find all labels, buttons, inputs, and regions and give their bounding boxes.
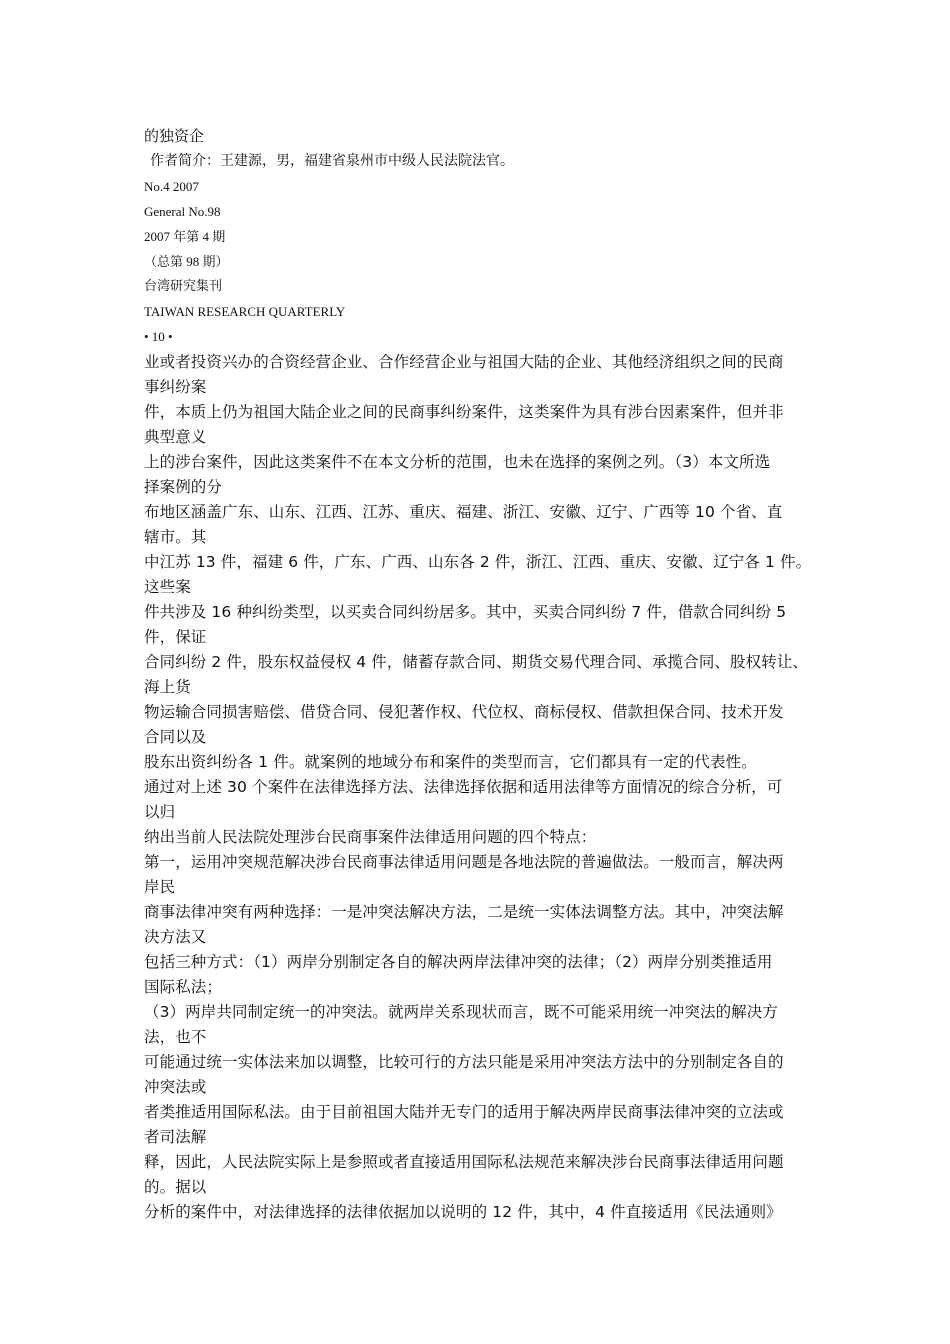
body-line: 第一，运用冲突规范解决涉台民商事法律适用问题是各地法院的普遍做法。一般而言，解决两 岸民 — [144, 853, 784, 896]
body-line: 业或者投资兴办的合资经营企业、合作经营企业与祖国大陆的企业、其他经济组织之间的民商 事纠纷案 — [144, 353, 784, 396]
body-line: 通过对上述 30 个案件在法律选择方法、法律选择依据和适用法律等方面情况的综合分析，可 以归 — [144, 778, 783, 821]
total-issue: （总第 98 期） — [144, 254, 229, 269]
fragment-line: 的独资企 — [144, 127, 205, 145]
body-text — [144, 350, 816, 1225]
body-line: （3）两岸共同制定统一的冲突法。就两岸关系现状而言，既不可能采用统一冲突法的解决方 法，也不 — [144, 1003, 778, 1046]
body-line: 件，本质上仍为祖国大陆企业之间的民商事纠纷案件，这类案件为具有涉台因素案件，但并非 典型意义 — [144, 403, 784, 446]
author-note: 作者简介：王建源，男，福建省泉州市中级人民法院法官。 — [150, 153, 514, 169]
issue-number-en: No.4 2007 — [144, 179, 199, 194]
journal-title-cn: 台湾研究集刊 — [144, 279, 223, 294]
body-line: 物运输合同损害赔偿、借贷合同、侵犯著作权、代位权、商标侵权、借款担保合同、技术开发 合同以及 — [144, 703, 784, 746]
body-line: 商事法律冲突有两种选择：一是冲突法解决方法，二是统一实体法调整方法。其中，冲突法解 决方法又 — [144, 903, 784, 946]
body-line: 中江苏 13 件，福建 6 件，广东、广西、山东各 2 件，浙江、江西、重庆、安徽、辽宁各 1 件。 这些案 — [144, 553, 812, 596]
journal-title-en: TAIWAN RESEARCH QUARTERLY — [144, 304, 346, 319]
body-line: 者类推适用国际私法。由于目前祖国大陆并无专门的适用于解决两岸民商事法律冲突的立法或 者司法解 — [144, 1103, 784, 1146]
body-line: 可能通过统一实体法来加以调整，比较可行的方法只能是采用冲突法方法中的分别制定各自的 冲突法或 — [144, 1053, 784, 1096]
body-line: 布地区涵盖广东、山东、江西、江苏、重庆、福建、浙江、安徽、辽宁、广西等 10 个省、直 辖市。其 — [144, 503, 783, 546]
body-line: 件共涉及 16 种纠纷类型，以买卖合同纠纷居多。其中，买卖合同纠纷 7 件，借款合同纠纷 5 件，保证 — [144, 603, 787, 646]
header-block — [144, 124, 824, 349]
body-line: 上的涉台案件，因此这类案件不在本文分析的范围，也未在选择的案例之列。（3）本文所选 择案例的分 — [144, 453, 771, 496]
page-number: • 10 • — [144, 329, 173, 344]
issue-number-cn: 2007 年第 4 期 — [144, 229, 226, 244]
body-line: 分析的案件中，对法律选择的法律依据加以说明的 12 件，其中，4 件直接适用《民法通则》 — [144, 1203, 782, 1221]
general-number: General No.98 — [144, 204, 221, 219]
body-line: 释，因此，人民法院实际上是参照或者直接适用国际私法规范来解决涉台民商事法律适用问题 的。据以 — [144, 1153, 784, 1196]
body-line: 合同纠纷 2 件，股东权益侵权 4 件，储蓄存款合同、期货交易代理合同、承揽合同、股权转让、 海上货 — [144, 653, 809, 696]
body-line: 股东出资纠纷各 1 件。就案例的地域分布和案件的类型而言，它们都具有一定的代表性。 — [144, 753, 757, 771]
body-line: 包括三种方式：（1）两岸分别制定各自的解决两岸法律冲突的法律；（2）两岸分别类推适用 国际私法； — [144, 953, 773, 996]
body-line: 纳出当前人民法院处理涉台民商事案件法律适用问题的四个特点： — [144, 828, 597, 846]
